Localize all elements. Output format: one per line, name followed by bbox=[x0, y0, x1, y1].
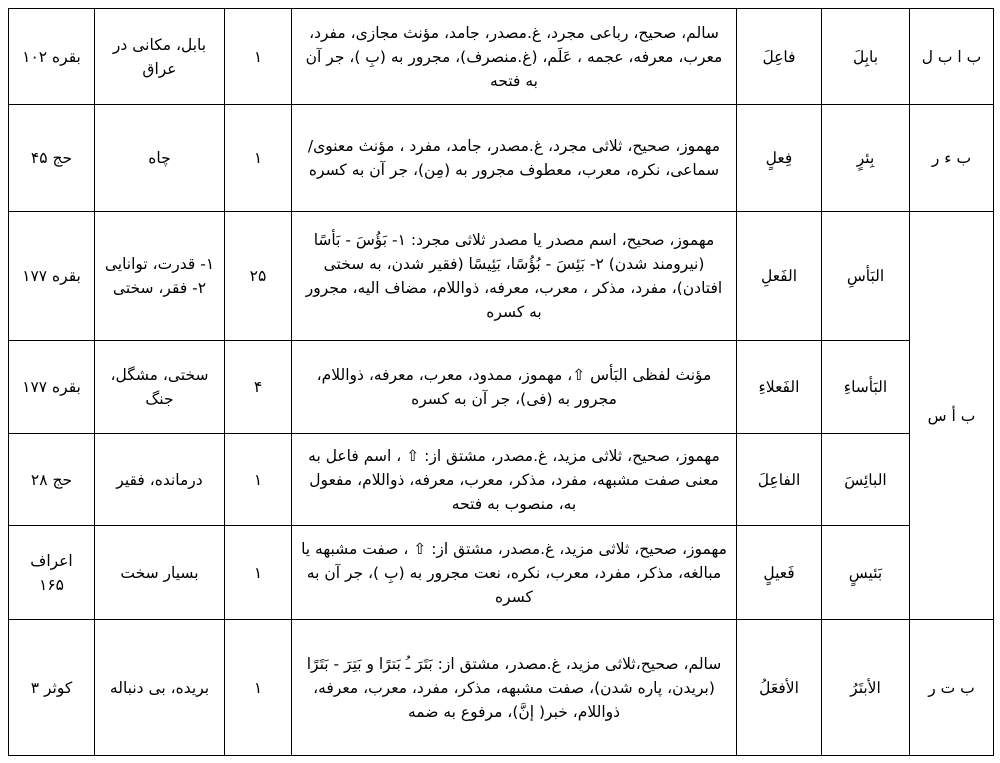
word-cell: بَئیسٍ bbox=[822, 526, 910, 620]
word-cell: بِئرٍ bbox=[822, 105, 910, 212]
grammar-description-cell: مهموز، صحیح، اسم مصدر یا مصدر ثلاثی مجرد: ۱- بَؤُسَ - بَأسًا (نیرومند شدن) ۲- بَئِسَ - بُؤُسًا، بَئِیسًا (فقیر شدن، به سختی افتادن)، مفرد، مذکر ، معرب، معرفه، ذواللام، مضاف الیه، مجرور به کسره bbox=[292, 212, 737, 341]
quran-reference-cell: کوثر ۳ bbox=[9, 620, 95, 756]
occurrence-count-cell: ۱ bbox=[225, 526, 292, 620]
table-row bbox=[9, 9, 994, 105]
word-cell: بابِلَ bbox=[822, 9, 910, 105]
meaning-cell: درمانده، فقیر bbox=[95, 434, 225, 526]
table-row bbox=[9, 341, 994, 434]
pattern-cell: الأفعَلُ bbox=[737, 620, 822, 756]
root-letters: ب ت ر bbox=[928, 678, 975, 697]
meaning-cell: سختی، مشگل، جنگ bbox=[95, 341, 225, 434]
quran-reference-cell: حج ۲۸ bbox=[9, 434, 95, 526]
quran-reference-cell: بقره ۱۷۷ bbox=[9, 341, 95, 434]
pattern-cell: فاعِلَ bbox=[737, 9, 822, 105]
occurrence-count-cell: ۱ bbox=[225, 9, 292, 105]
pattern-cell: الفَعلاءِ bbox=[737, 341, 822, 434]
meaning-cell: ۱- قدرت، توانایی ۲- فقر، سختی bbox=[95, 212, 225, 341]
root-letters: ب ء ر bbox=[931, 149, 972, 167]
root-cell bbox=[910, 212, 994, 620]
quran-reference-cell: اعراف ۱۶۵ bbox=[9, 526, 95, 620]
grammar-description-cell: سالم، صحیح،ثلاثی مزید، غ.مصدر، مشتق از: بَتَرَ ـُ بَترًا و بَتِرَ - بَتَرًا (بریدن، پاره شدن)، صفت مشبهه، مذکر، مفرد، معرب، معرفه، ذواللام، خبر( إنَّ)، مرفوع به ضمه bbox=[292, 620, 737, 756]
occurrence-count-cell: ۲۵ bbox=[225, 212, 292, 341]
meaning-cell: چاه bbox=[95, 105, 225, 212]
pattern-cell: فِعلٍ bbox=[737, 105, 822, 212]
table-row bbox=[9, 620, 994, 756]
grammar-description-cell: مهموز، صحیح، ثلاثی مزید، غ.مصدر، مشتق از: ⇧ ، صفت مشبهه یا مبالغه، مذکر، مفرد، معرب، نکره، نعت مجرور به (بِ )، جر آن به کسره bbox=[292, 526, 737, 620]
occurrence-count-cell: ۱ bbox=[225, 105, 292, 212]
root-letters: ب أ س bbox=[927, 406, 976, 425]
grammar-description-cell: مهموز، صحیح، ثلاثی مزید، غ.مصدر، مشتق از: ⇧ ، اسم فاعل به معنی صفت مشبهه، مفرد، مذکر، معرب، معرفه، ذواللام، مفعول به، منصوب به فتحه bbox=[292, 434, 737, 526]
root-cell bbox=[910, 620, 994, 756]
lexicon-table bbox=[8, 8, 994, 756]
occurrence-count-cell: ۱ bbox=[225, 620, 292, 756]
occurrence-count-cell: ۴ bbox=[225, 341, 292, 434]
root-cell bbox=[910, 105, 994, 212]
word-cell: البائِسَ bbox=[822, 434, 910, 526]
table-row bbox=[9, 434, 994, 526]
word-cell: البَأسِ bbox=[822, 212, 910, 341]
grammar-description-cell: مهموز، صحیح، ثلاثی مجرد، غ.مصدر، جامد، مفرد ، مؤنث معنوی/سماعی، نکره، معرب، معطوف مجرور به (مِن)، جر آن به کسره bbox=[292, 105, 737, 212]
grammar-description-cell: سالم، صحیح، رباعی مجرد، غ.مصدر، جامد، مؤنث مجازی، مفرد، معرب، معرفه، عجمه ، عَلَم، (غ.منصرف)، مجرور به (بِ )، جر آن به فتحه bbox=[292, 9, 737, 105]
meaning-cell: بریده، بی دنباله bbox=[95, 620, 225, 756]
word-cell: البَأساءِ bbox=[822, 341, 910, 434]
pattern-cell: فَعیلٍ bbox=[737, 526, 822, 620]
occurrence-count-cell: ۱ bbox=[225, 434, 292, 526]
pattern-cell: الفاعِلَ bbox=[737, 434, 822, 526]
table-row bbox=[9, 105, 994, 212]
pattern-cell: الفَعلِ bbox=[737, 212, 822, 341]
grammar-description-cell: مؤنث لفظی البَأس ⇧، مهموز، ممدود، معرب، معرفه، ذواللام، مجرور به (فی)، جر آن به کسره bbox=[292, 341, 737, 434]
table-row bbox=[9, 212, 994, 341]
table-row bbox=[9, 526, 994, 620]
root-cell bbox=[910, 9, 994, 105]
root-letters: ب ا ب ل bbox=[921, 47, 982, 66]
quran-reference-cell: حج ۴۵ bbox=[9, 105, 95, 212]
quran-reference-cell: بقره ۱۷۷ bbox=[9, 212, 95, 341]
quran-reference-cell: بقره ۱۰۲ bbox=[9, 9, 95, 105]
meaning-cell: بابل، مکانی در عراق bbox=[95, 9, 225, 105]
meaning-cell: بسیار سخت bbox=[95, 526, 225, 620]
word-cell: الأبتَرُ bbox=[822, 620, 910, 756]
